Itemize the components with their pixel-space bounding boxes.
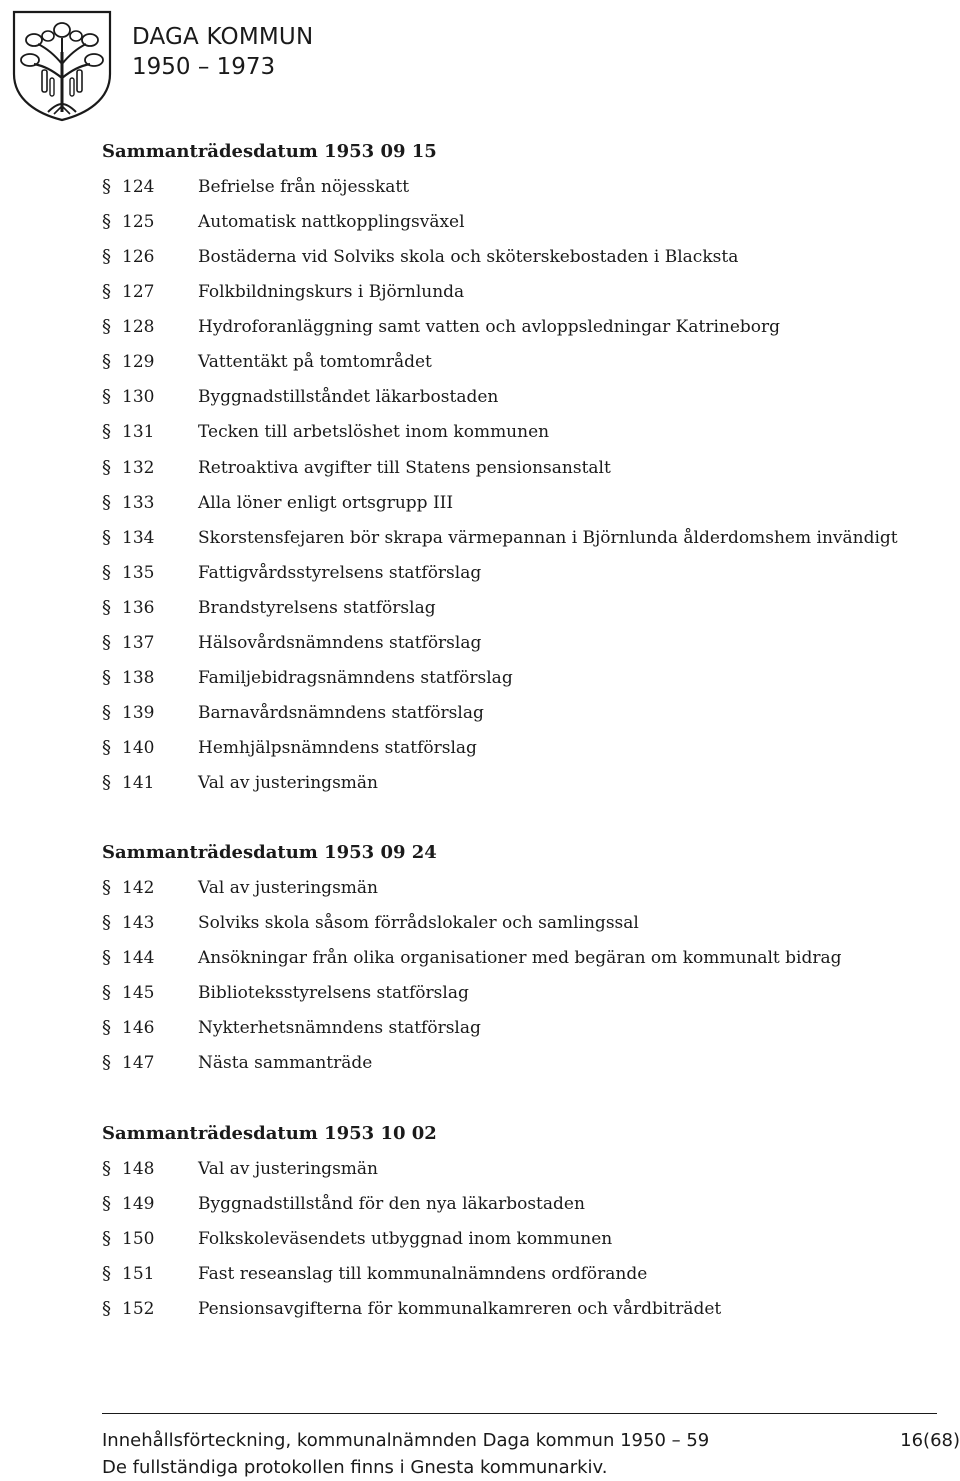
paragraph-number: 149 [122,1193,155,1214]
agenda-item [102,414,922,449]
page-header [8,8,528,124]
paragraph-symbol: § [102,176,111,197]
paragraph-number: 135 [122,562,155,583]
paragraph-symbol: § [102,316,111,338]
agenda-item-title: Hydroforanläggning samt vatten och avloppsledningar Katrineborg [198,317,781,338]
meeting-section [102,134,922,800]
agenda-item-title: Barnavårdsnämndens statförslag [198,702,484,723]
agenda-item [102,975,922,1010]
agenda-item-title: Hälsovårdsnämndens statförslag [198,632,482,653]
agenda-item-title: Solviks skola såsom förrådslokaler och samlingssal [198,913,639,934]
footer-note: De fullständiga protokollen finns i Gnesta kommunarkiv. [102,1457,608,1478]
agenda-item [102,239,922,274]
paragraph-symbol: § [102,772,111,794]
paragraph-symbol: § [102,877,111,899]
agenda-item [102,1010,922,1045]
paragraph-symbol: § [102,701,111,723]
meeting-date-heading: Sammanträdesdatum 1953 09 15 [102,141,437,162]
paragraph-number: 150 [122,1228,155,1249]
agenda-item-title: Alla löner enligt ortsgrupp III [198,492,454,513]
agenda-item-title: Vattentäkt på tomtområdet [198,352,432,373]
paragraph-symbol: § [102,596,111,618]
paragraph-number: 142 [122,878,155,899]
agenda-item [102,660,922,695]
paragraph-symbol: § [102,1052,111,1074]
paragraph-number: 138 [122,667,155,688]
agenda-item [102,870,922,905]
agenda-item-title: Bostäderna vid Solviks skola och sköterskebostaden i Blacksta [198,247,739,268]
agenda-item [102,1045,922,1080]
paragraph-number: 134 [122,527,155,548]
paragraph-number: 141 [122,773,155,794]
paragraph-symbol: § [102,526,111,548]
paragraph-symbol: § [102,246,111,268]
paragraph-number: 148 [122,1158,155,1179]
agenda-item-title: Folkskoleväsendets utbyggnad inom kommunen [198,1228,613,1249]
paragraph-symbol: § [102,456,111,478]
paragraph-symbol: § [102,281,111,303]
agenda-item-title: Retroaktiva avgifter till Statens pensionsanstalt [198,457,611,478]
agenda-item-title: Hemhjälpsnämndens statförslag [198,738,477,758]
agenda-item [102,169,922,204]
paragraph-symbol: § [102,351,111,373]
agenda-item [102,1291,922,1326]
agenda-item-title: Val av justeringsmän [198,878,378,899]
paragraph-number: 125 [122,212,155,233]
paragraph-number: 147 [122,1053,155,1074]
agenda-item-title: Val av justeringsmän [198,1158,378,1179]
agenda-item-title: Befrielse från nöjesskatt [198,177,410,197]
paragraph-symbol: § [102,1227,111,1249]
agenda-item [102,1256,922,1291]
paragraph-number: 152 [122,1298,155,1319]
paragraph-symbol: § [102,211,111,233]
agenda-item-title: Folkbildningskurs i Björnlunda [198,282,465,303]
agenda-item-title: Ansökningar från olika organisationer med begäran om kommunalt bidrag [198,948,842,969]
section-spacer [102,800,922,835]
agenda-item [102,450,922,485]
paragraph-number: 133 [122,492,155,513]
paragraph-number: 126 [122,247,155,268]
agenda-item [102,940,922,975]
agenda-item-title: Nykterhetsnämndens statförslag [198,1018,481,1039]
agenda-item [102,309,922,344]
paragraph-number: 139 [122,702,155,723]
agenda-item [102,485,922,520]
page-number: 16(68) [900,1430,960,1451]
paragraph-symbol: § [102,386,111,408]
agenda-item-title: Fast reseanslag till kommunalnämndens ordförande [198,1263,648,1284]
agenda-item [102,555,922,590]
agenda-item [102,204,922,239]
agenda-item [102,695,922,730]
municipality-years: 1950 – 1973 [132,54,276,80]
page-footer [102,1427,960,1481]
footer-title: Innehållsförteckning, kommunalnämnden Daga kommun 1950 – 59 [102,1430,710,1451]
meeting-section [102,1116,922,1326]
agenda-item-title: Biblioteksstyrelsens statförslag [198,983,469,1004]
agenda-item-title: Skorstensfejaren bör skrapa värmepannan i Björnlunda ålderdomshem invändigt [198,527,898,548]
agenda-item-title: Tecken till arbetslöshet inom kommunen [198,422,550,443]
paragraph-number: 129 [122,352,155,373]
agenda-item-title: Nästa sammanträde [198,1053,373,1074]
agenda-item [102,520,922,555]
meeting-date-heading: Sammanträdesdatum 1953 10 02 [102,1122,437,1144]
paragraph-symbol: § [102,561,111,583]
agenda-item-title: Brandstyrelsens statförslag [198,597,436,618]
paragraph-number: 127 [122,282,155,303]
municipality-name: DAGA KOMMUN [132,24,314,50]
paragraph-number: 144 [122,948,155,969]
paragraph-number: 131 [122,422,155,443]
paragraph-number: 132 [122,457,155,478]
agenda-item [102,905,922,940]
paragraph-symbol: § [102,1192,111,1214]
paragraph-symbol: § [102,912,111,934]
coat-of-arms-icon [8,8,116,122]
paragraph-symbol: § [102,666,111,688]
paragraph-number: 128 [122,317,155,338]
footer-divider [102,1413,937,1414]
paragraph-number: 151 [122,1263,155,1284]
agenda-item [102,379,922,414]
agenda-item [102,274,922,309]
paragraph-number: 136 [122,597,155,618]
agenda-item-title: Pensionsavgifterna för kommunalkamreren och vårdbiträdet [198,1298,722,1319]
agenda-item-title: Byggnadstillståndet läkarbostaden [198,387,499,408]
agenda-item [102,1221,922,1256]
paragraph-symbol: § [102,491,111,513]
paragraph-symbol: § [102,1262,111,1284]
paragraph-number: 130 [122,387,155,408]
agenda-item [102,730,922,765]
section-spacer [102,1081,922,1116]
agenda-item [102,1186,922,1221]
agenda-item-title: Byggnadstillstånd för den nya läkarbostaden [198,1193,585,1214]
paragraph-symbol: § [102,947,111,969]
brand [132,22,313,82]
paragraph-number: 124 [122,177,155,197]
agenda-item-title: Automatisk nattkopplingsväxel [198,212,465,233]
paragraph-symbol: § [102,421,111,443]
paragraph-number: 137 [122,632,155,653]
paragraph-number: 146 [122,1018,155,1039]
paragraph-number: 143 [122,913,155,934]
agenda-item [102,625,922,660]
agenda-item-title: Familjebidragsnämndens statförslag [198,667,513,688]
paragraph-symbol: § [102,631,111,653]
paragraph-number: 140 [122,738,155,758]
agenda-item [102,344,922,379]
paragraph-symbol: § [102,1297,111,1319]
agenda-item [102,765,922,800]
document-body [102,134,922,1326]
paragraph-symbol: § [102,737,111,758]
paragraph-symbol: § [102,1157,111,1179]
agenda-item [102,1151,922,1186]
agenda-item-title: Fattigvårdsstyrelsens statförslag [198,562,482,583]
paragraph-symbol: § [102,1017,111,1039]
agenda-item-title: Val av justeringsmän [198,773,378,794]
paragraph-symbol: § [102,982,111,1004]
meeting-date-heading: Sammanträdesdatum 1953 09 24 [102,842,437,864]
meeting-section [102,835,922,1080]
paragraph-number: 145 [122,983,155,1004]
agenda-item [102,590,922,625]
